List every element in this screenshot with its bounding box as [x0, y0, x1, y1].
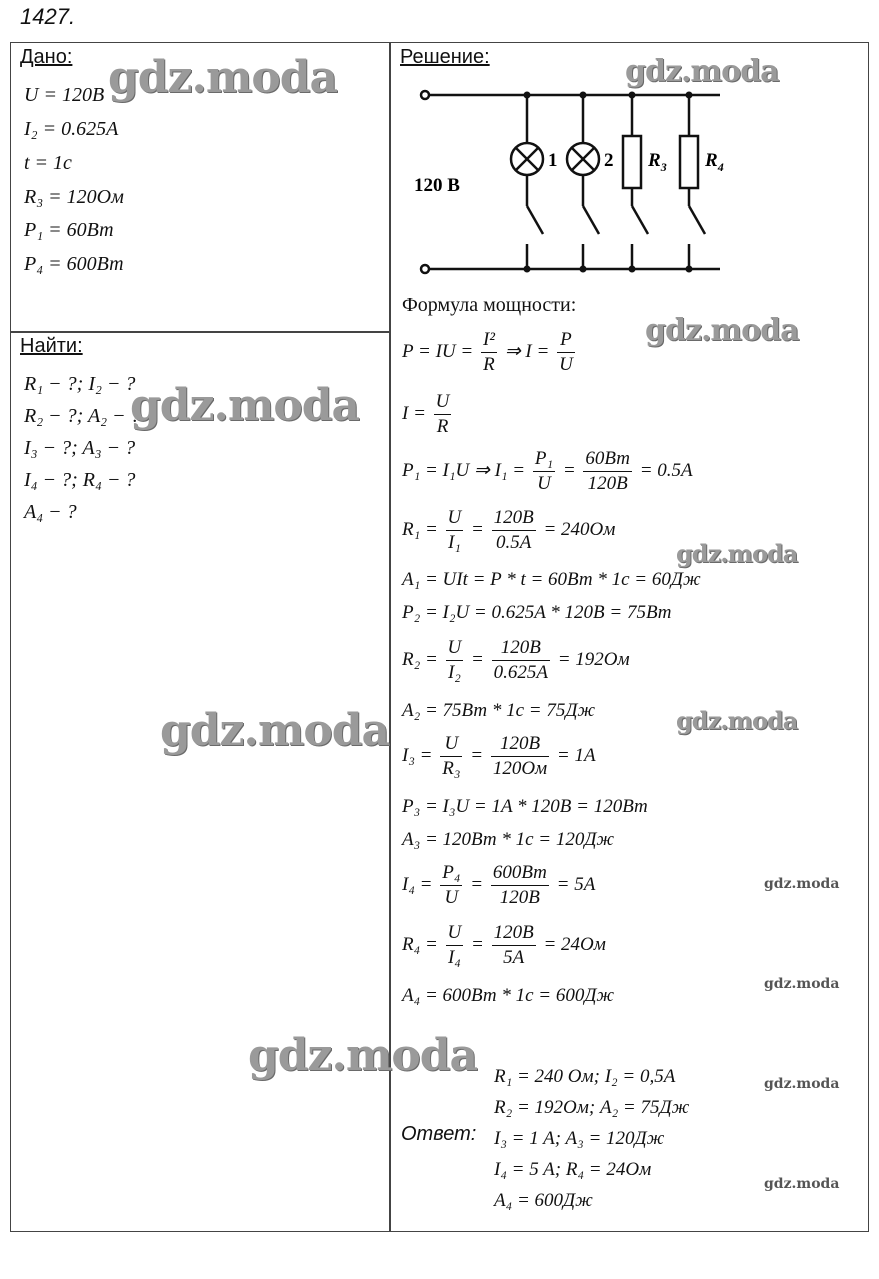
solution-label: Решение: — [400, 46, 490, 68]
watermark: gdz.moda — [676, 539, 798, 568]
formula-r4: R₄ = $\frac{U}{\text{I₄}}$ = $\frac{120B}{5A}$ = 24Ом — [402, 922, 606, 968]
given-line: I₂ = 0.625A — [24, 118, 119, 140]
formula-p3: P₃ = I₃U = 1A * 120B = 120Вт — [402, 796, 648, 817]
answer-line: I₄ = 5 A; R₄ = 24Ом — [494, 1159, 652, 1180]
formula-i4: I₄ = $\frac{\text{P₄}}{U}$ = $\frac{600Вт}{120B}$ = 5A — [402, 862, 596, 908]
find-line: A₄ − ? — [24, 501, 77, 523]
formula-a3: A₃ = 120Вт * 1с = 120Дж — [402, 829, 615, 850]
find-label: Найти: — [20, 335, 83, 357]
watermark: gdz.moda — [676, 706, 798, 735]
find-line: R₁ − ?; I₂ − ? — [24, 373, 136, 395]
r4-label: R — [705, 150, 718, 171]
formula-a4: A₄ = 600Вт * 1с = 600Дж — [402, 985, 615, 1006]
watermark: gdz.moda — [160, 705, 390, 756]
watermark: gdz.moda — [764, 876, 840, 892]
find-line: R₂ − ?; A₂ − ? — [24, 405, 141, 427]
formula-r2: R₂ = $\frac{U}{\text{I₂}}$ = $\frac{120B}{0.625A}$ = 192Ом — [402, 637, 630, 683]
find-line: I₃ − ?; A₃ − ? — [24, 437, 136, 459]
formula-a1: A₁ = UIt = P * t = 60Вт * 1с = 60Дж — [402, 569, 701, 590]
watermark: gdz.moda — [764, 1076, 840, 1092]
answer-label: Ответ: — [401, 1123, 477, 1145]
watermark: gdz.moda — [764, 1176, 840, 1192]
lamp-2-label: 2 — [604, 150, 614, 171]
given-label: Дано: — [20, 46, 73, 68]
answer-line: I₃ = 1 A; A₃ = 120Дж — [494, 1128, 665, 1149]
svg-text:R4 — [704, 150, 724, 174]
formula-ohm: I = $\frac{U}{R}$ — [402, 391, 450, 437]
r3-subscript: 3 — [660, 160, 667, 174]
watermark: gdz.moda — [645, 313, 799, 348]
formula-a2: A₂ = 75Вт * 1с = 75Дж — [402, 700, 596, 721]
lamp-1-label: 1 — [548, 150, 558, 171]
answer-line: A₄ = 600Дж — [494, 1190, 593, 1211]
given-line: t = 1c — [24, 152, 72, 174]
formula-r1: R₁ = $\frac{U}{\text{I₁}}$ = $\frac{120B}{0.5A}$ = 240Ом — [402, 507, 616, 553]
formula-title: Формула мощности: — [402, 294, 577, 316]
watermark: gdz.moda — [764, 976, 840, 992]
watermark: gdz.moda — [108, 52, 338, 103]
circuit-voltage-label: 120 В — [414, 175, 460, 196]
problem-number: 1427. — [20, 4, 76, 29]
given-line: P₁ = 60Вт — [24, 219, 114, 241]
answer-line: R₂ = 192Ом; A₂ = 75Дж — [494, 1097, 690, 1118]
circuit-diagram — [400, 78, 730, 283]
formula-power: P = IU = $\frac{\text{I²}}{R}$ ⇒ I = $\frac{P}{U}$ — [402, 329, 573, 375]
given-line: P₄ = 600Вт — [24, 253, 124, 275]
watermark: gdz.moda — [130, 380, 360, 431]
formula-i1: P₁ = I₁U ⇒ I₁ = $\frac{\text{P₁}}{U}$ = $\frac{60Вт}{120B}$ = 0.5A — [402, 448, 693, 494]
formula-i3: I₃ = $\frac{U}{\text{R₃}}$ = $\frac{120B}{120Ом}$ = 1A — [402, 733, 596, 779]
watermark: gdz.moda — [248, 1030, 478, 1081]
resistor-r3-icon — [623, 136, 641, 188]
r3-label: R — [648, 150, 661, 171]
find-box — [10, 331, 391, 1232]
watermark: gdz.moda — [625, 54, 779, 89]
answer-line: R₁ = 240 Ом; I₂ = 0,5A — [494, 1066, 676, 1087]
given-line: U = 120B — [24, 84, 105, 106]
given-line: R₃ = 120Ом — [24, 186, 124, 208]
formula-p2: P₂ = I₂U = 0.625A * 120B = 75Вт — [402, 602, 672, 623]
r4-subscript: 4 — [717, 160, 724, 174]
svg-text:R3 — [647, 150, 667, 174]
find-line: I₄ − ?; R₄ − ? — [24, 469, 136, 491]
resistor-r4-icon — [680, 136, 698, 188]
